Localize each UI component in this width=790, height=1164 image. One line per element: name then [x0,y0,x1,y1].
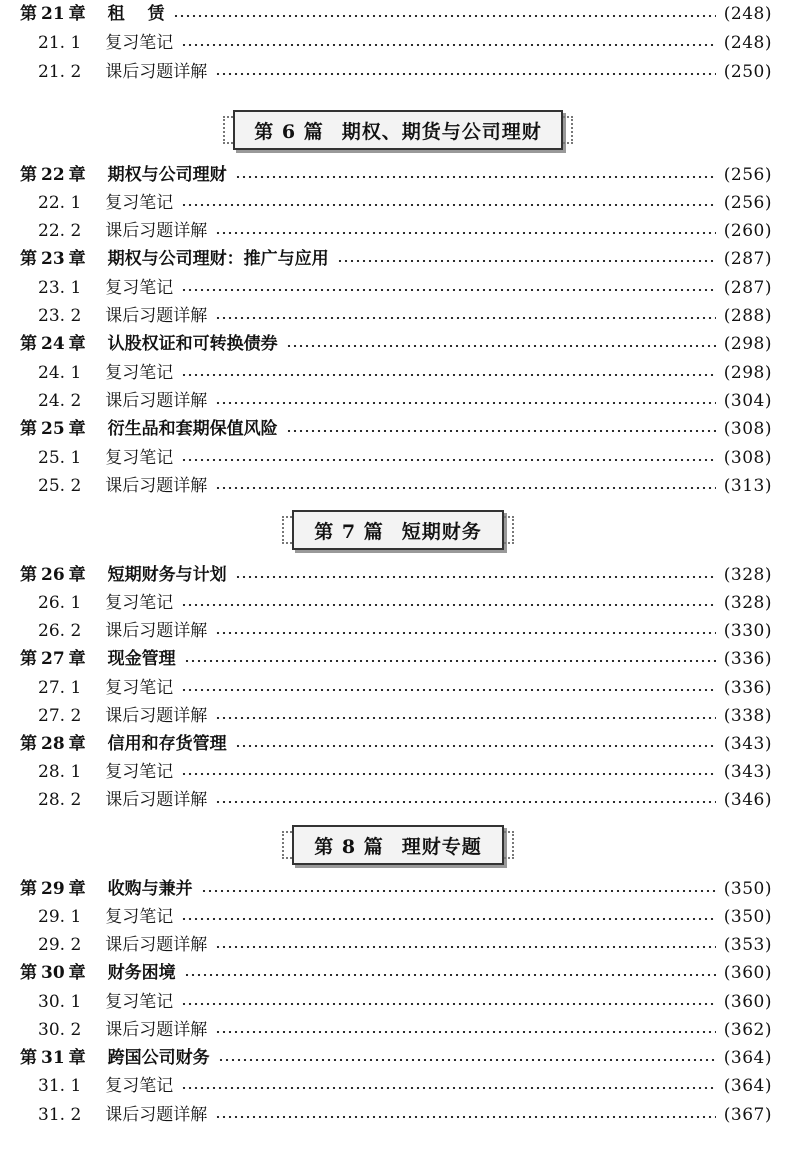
section-number: 30. 1 [38,992,82,1012]
section-number: 24. 1 [38,363,82,383]
chapter-suffix: 章 [68,4,86,24]
page-number: (360) [723,992,772,1012]
page-number: (298) [723,334,772,354]
page-number: (313) [723,476,772,496]
dot-leader [181,204,716,206]
section-number: 22. 2 [38,221,82,241]
dot-leader [235,176,716,178]
chapter-number [20,416,86,442]
dot-leader [337,260,716,262]
section-number: 23. 2 [38,306,82,326]
chapter-suffix: 章 [68,1048,86,1068]
chapter-entry[interactable] [20,562,772,588]
chapter-number [20,731,86,757]
chapter-index: 26 [41,565,65,585]
chapter-suffix: 章 [68,249,86,269]
part-heading-content [236,117,559,144]
dot-leader [181,1087,716,1089]
part-label: 第 7 篇 [314,520,384,543]
chapter-number [20,331,86,357]
page-number: (250) [723,62,772,82]
section-entry[interactable] [20,388,772,414]
section-number: 31. 2 [38,1105,82,1125]
chapter-title: 租 赁 [107,4,165,24]
section-number: 29. 2 [38,935,82,955]
dot-leader [235,576,716,578]
part-title: 期权、期货与公司理财 [341,120,542,143]
section-title: 课后习题详解 [105,62,208,82]
dot-leader [181,289,716,291]
part-label: 第 8 篇 [314,835,384,858]
chapter-prefix: 第 [20,565,37,585]
chapter-index: 24 [41,334,65,354]
dot-leader [181,44,716,46]
section-number: 21. 2 [38,62,82,82]
section-entry[interactable] [20,703,772,729]
section-title: 复习笔记 [105,992,174,1012]
chapter-index: 29 [41,879,65,899]
page-number: (364) [723,1076,772,1096]
part-title: 短期财务 [401,520,482,543]
section-number: 21. 1 [38,33,82,53]
section-entry[interactable] [20,932,772,958]
page-number: (350) [723,879,772,899]
chapter-prefix: 第 [20,879,37,899]
chapter-entry[interactable] [20,876,772,902]
chapter-entry[interactable] [20,960,772,986]
chapter-index: 28 [41,734,65,754]
page-number: (328) [723,593,772,613]
page-number: (338) [723,706,772,726]
dot-leader [184,660,716,662]
section-title: 课后习题详解 [105,935,208,955]
section-number: 27. 2 [38,706,82,726]
section-title: 复习笔记 [105,678,174,698]
page-number: (308) [723,448,772,468]
chapter-index: 23 [41,249,65,269]
section-number: 25. 2 [38,476,82,496]
section-number: 23. 1 [38,278,82,298]
chapter-index: 21 [41,4,65,24]
chapter-prefix: 第 [20,334,37,354]
page-number: (288) [723,306,772,326]
page-number: (367) [723,1105,772,1125]
chapter-title: 期权与公司理财：推广与应用 [107,249,329,269]
page-number: (287) [723,249,772,269]
chapter-number [20,246,86,272]
page-number: (328) [723,565,772,585]
page-number: (304) [723,391,772,411]
page-number: (336) [723,649,772,669]
page-number: (287) [723,278,772,298]
section-entry[interactable] [20,275,772,301]
chapter-prefix: 第 [20,4,37,24]
section-title: 复习笔记 [105,193,174,213]
dot-leader [218,1059,716,1061]
section-entry[interactable] [20,1102,772,1128]
page-number: (248) [723,4,772,24]
dot-leader [215,317,716,319]
chapter-title: 期权与公司理财 [107,165,227,185]
chapter-suffix: 章 [68,334,86,354]
section-title: 课后习题详解 [105,1105,208,1125]
chapter-suffix: 章 [68,879,86,899]
dot-leader [184,974,716,976]
page-number: (298) [723,363,772,383]
chapter-suffix: 章 [68,419,86,439]
section-entry[interactable] [20,1073,772,1099]
chapter-number [20,1,86,27]
page-number: (353) [723,935,772,955]
section-title: 课后习题详解 [105,391,208,411]
chapter-title: 认股权证和可转换债券 [107,334,278,354]
dot-leader [215,946,716,948]
chapter-suffix: 章 [68,565,86,585]
dot-leader [181,1003,716,1005]
dot-leader [286,430,716,432]
chapter-index: 25 [41,419,65,439]
chapter-index: 30 [41,963,65,983]
section-entry[interactable] [20,190,772,216]
chapter-entry[interactable] [20,646,772,672]
chapter-prefix: 第 [20,963,37,983]
dot-leader [215,717,716,719]
section-title: 复习笔记 [105,278,174,298]
page-number: (308) [723,419,772,439]
page-number: (248) [723,33,772,53]
section-number: 28. 2 [38,790,82,810]
dot-leader [181,918,716,920]
section-entry[interactable] [20,59,772,85]
page-number: (256) [723,165,772,185]
section-title: 复习笔记 [105,1076,174,1096]
section-number: 29. 1 [38,907,82,927]
section-title: 复习笔记 [105,448,174,468]
section-number: 25. 1 [38,448,82,468]
section-number: 26. 1 [38,593,82,613]
chapter-prefix: 第 [20,1048,37,1068]
dot-leader [215,801,716,803]
section-title: 课后习题详解 [105,1020,208,1040]
chapter-title: 财务困境 [107,963,176,983]
section-entry[interactable] [20,590,772,616]
dot-leader [173,15,716,17]
chapter-entry[interactable] [20,731,772,757]
page-number: (350) [723,907,772,927]
part-heading-content [296,517,499,544]
dot-leader [215,73,716,75]
dot-leader [215,232,716,234]
chapter-title: 跨国公司财务 [107,1048,210,1068]
dot-leader [181,459,716,461]
dot-leader [215,1031,716,1033]
chapter-index: 31 [41,1048,65,1068]
section-title: 复习笔记 [105,907,174,927]
section-entry[interactable] [20,360,772,386]
dot-leader [181,773,716,775]
chapter-prefix: 第 [20,419,37,439]
section-title: 课后习题详解 [105,306,208,326]
page-number: (330) [723,621,772,641]
chapter-suffix: 章 [68,963,86,983]
chapter-entry[interactable] [20,1045,772,1071]
section-number: 28. 1 [38,762,82,782]
section-entry[interactable] [20,218,772,244]
part-title: 理财专题 [401,835,482,858]
section-title: 课后习题详解 [105,476,208,496]
page-number: (336) [723,678,772,698]
chapter-suffix: 章 [68,165,86,185]
section-number: 31. 1 [38,1076,82,1096]
page-number: (346) [723,790,772,810]
chapter-title: 短期财务与计划 [107,565,227,585]
section-title: 课后习题详解 [105,706,208,726]
dot-leader [215,487,716,489]
dot-leader [181,689,716,691]
section-title: 复习笔记 [105,363,174,383]
section-title: 课后习题详解 [105,790,208,810]
chapter-entry[interactable] [20,331,772,357]
dot-leader [201,890,716,892]
part-heading [292,510,504,550]
chapter-entry[interactable] [20,1,772,27]
chapter-number [20,876,86,902]
page-number: (260) [723,221,772,241]
page-number: (360) [723,963,772,983]
dot-leader [181,604,716,606]
section-entry[interactable] [20,989,772,1015]
chapter-prefix: 第 [20,734,37,754]
section-entry[interactable] [20,473,772,499]
chapter-number [20,562,86,588]
part-label: 第 6 篇 [254,120,324,143]
page-number: (343) [723,734,772,754]
section-title: 复习笔记 [105,762,174,782]
section-entry[interactable] [20,618,772,644]
section-title: 课后习题详解 [105,221,208,241]
section-entry[interactable] [20,1017,772,1043]
chapter-suffix: 章 [68,649,86,669]
dot-leader [286,345,716,347]
section-title: 复习笔记 [105,33,174,53]
dot-leader [215,632,716,634]
chapter-prefix: 第 [20,165,37,185]
chapter-number [20,1045,86,1071]
chapter-number [20,162,86,188]
section-entry[interactable] [20,759,772,785]
chapter-index: 22 [41,165,65,185]
chapter-title: 信用和存货管理 [107,734,227,754]
section-number: 30. 2 [38,1020,82,1040]
section-entry[interactable] [20,445,772,471]
part-heading-content [296,832,499,859]
chapter-entry[interactable] [20,246,772,272]
section-number: 22. 1 [38,193,82,213]
section-entry[interactable] [20,787,772,813]
chapter-number [20,960,86,986]
chapter-entry[interactable] [20,416,772,442]
dot-leader [215,402,716,404]
chapter-prefix: 第 [20,249,37,269]
section-number: 26. 2 [38,621,82,641]
section-entry[interactable] [20,303,772,329]
chapter-title: 收购与兼并 [107,879,193,899]
page-number: (343) [723,762,772,782]
page-number: (364) [723,1048,772,1068]
section-number: 24. 2 [38,391,82,411]
chapter-suffix: 章 [68,734,86,754]
chapter-index: 27 [41,649,65,669]
page-number: (256) [723,193,772,213]
section-title: 复习笔记 [105,593,174,613]
section-title: 课后习题详解 [105,621,208,641]
dot-leader [235,745,716,747]
page-number: (362) [723,1020,772,1040]
chapter-title: 衍生品和套期保值风险 [107,419,278,439]
section-number: 27. 1 [38,678,82,698]
section-entry[interactable] [20,675,772,701]
chapter-prefix: 第 [20,649,37,669]
part-heading [233,110,563,150]
chapter-title: 现金管理 [107,649,176,669]
part-heading [292,825,504,865]
chapter-entry[interactable] [20,162,772,188]
section-entry[interactable] [20,30,772,56]
chapter-number [20,646,86,672]
section-entry[interactable] [20,904,772,930]
dot-leader [181,374,716,376]
dot-leader [215,1116,716,1118]
